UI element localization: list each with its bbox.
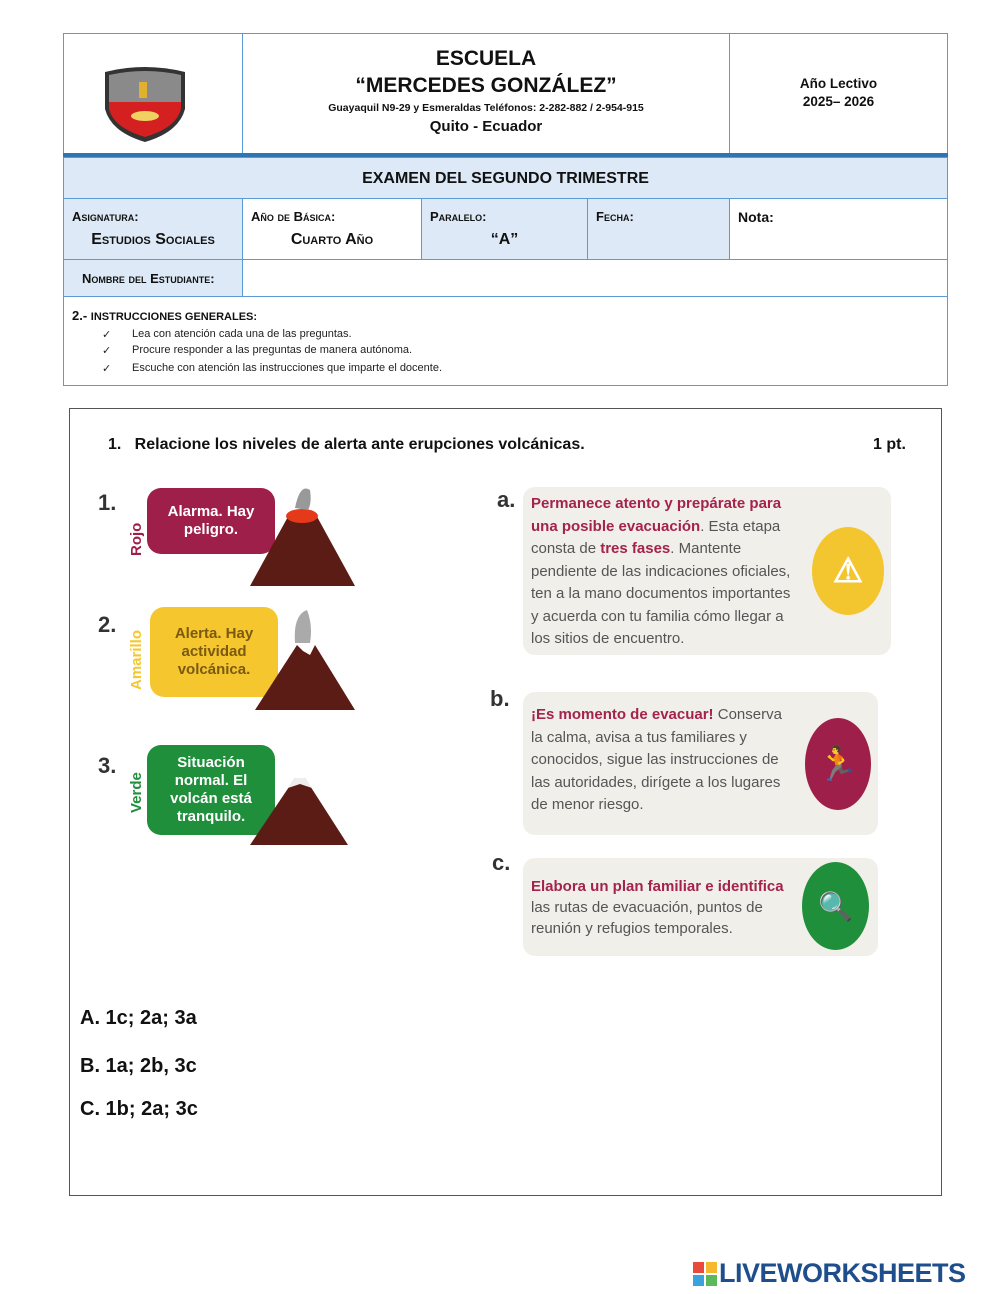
grade-label: Año de Básica: (251, 209, 336, 224)
answer-option-a[interactable]: A. 1c; 2a; 3a (80, 1007, 197, 1029)
warning-icon: ⚠ (812, 527, 884, 615)
instructions-heading (72, 308, 257, 323)
date-field[interactable] (587, 198, 730, 260)
school-name: “MERCEDES GONZÁLEZ” (355, 74, 617, 97)
section-cell (421, 198, 588, 260)
action-letter: a. (497, 487, 516, 512)
action-highlight: ¡Es momento de evacuar! (531, 706, 714, 723)
action-letter: b. (490, 686, 510, 711)
level-color-label: Rojo (128, 522, 145, 556)
year-value: 2025– 2026 (802, 94, 875, 109)
action-text: . Esta etapa consta de (531, 517, 781, 557)
action-highlight: tres fases (600, 540, 671, 557)
action-text: Conserva la calma, avisa a tus familiares y conocidos, sigue las instrucciones de las autoridades, dirígete a los lugares de menor riesgo. (531, 706, 782, 813)
checkmark-icon: ✓ (102, 345, 112, 357)
instructions-number: 2.- (72, 308, 88, 323)
student-name-label-cell (63, 259, 243, 297)
grade-note-field[interactable] (729, 198, 948, 260)
document-search-icon: 🔍 (802, 862, 869, 950)
level-color-label: Amarillo (128, 629, 145, 690)
school-city: Quito - Ecuador (429, 118, 543, 135)
date-label: Fecha: (596, 209, 634, 224)
grade-value: Cuarto Año (290, 231, 374, 248)
checkmark-icon: ✓ (102, 363, 112, 375)
alert-card-yellow: Alerta. Hay actividad volcánica. (150, 607, 278, 697)
action-highlight: Elabora un plan familiar e identifica (531, 878, 784, 895)
volcano-calm-icon (250, 770, 348, 845)
volcano-erupting-icon (250, 478, 355, 586)
exit-runner-icon: 🏃 (805, 718, 871, 810)
alert-card-green: Situación normal. El volcán está tranquilo. (147, 745, 275, 835)
subject-value: Estudios Sociales (91, 231, 215, 248)
question-text: 1. Relacione los niveles de alerta ante erupciones volcánicas. (108, 436, 585, 453)
school-word: ESCUELA (435, 47, 537, 70)
level-number: 2. (98, 612, 117, 637)
subject-cell (63, 198, 243, 260)
level-number: 1. (98, 490, 117, 515)
instruction-text: Escuche con atención las instrucciones que imparte el docente. (132, 362, 443, 374)
volcano-smoking-icon (255, 605, 355, 710)
school-year-cell (729, 33, 948, 156)
level-color-label: Verde (128, 772, 145, 813)
logo-cell (63, 33, 243, 156)
checkmark-icon: ✓ (102, 329, 112, 341)
year-label: Año Lectivo (799, 76, 878, 91)
action-text: las rutas de evacuación, puntos de reunión y refugios temporales. (531, 899, 763, 937)
student-name-label: Nombre del Estudiante: (82, 271, 215, 286)
exam-title: EXAMEN DEL SEGUNDO TRIMESTRE (63, 157, 948, 199)
question-points: 1 pt. (873, 436, 906, 453)
instruction-text: Procure responder a las preguntas de manera autónoma. (132, 344, 413, 356)
school-address: Guayaquil N9-29 y Esmeraldas Teléfonos: 2-282-882 / 2-954-915 (328, 102, 644, 114)
answer-option-b[interactable]: B. 1a; 2b, 3c (80, 1055, 197, 1077)
school-logo (99, 64, 191, 144)
liveworksheets-logo-icon (693, 1262, 717, 1286)
student-name-field[interactable] (242, 259, 948, 297)
alert-card-red: Alarma. Hay peligro. (147, 488, 275, 554)
instruction-text: Lea con atención cada una de las preguntas. (132, 328, 352, 340)
action-letter: c. (492, 850, 511, 875)
grade-cell (242, 198, 422, 260)
liveworksheets-logo (693, 1258, 966, 1289)
action-highlight: Permanece atento y prepárate para una posible evacuación (531, 495, 782, 535)
instructions-title: INSTRUCCIONES GENERALES: (90, 311, 258, 323)
section-value: “A” (490, 231, 519, 248)
section-label: Paralelo: (430, 209, 487, 224)
subject-label: Asignatura: (72, 209, 139, 224)
liveworksheets-brand: LIVEWORKSHEETS (719, 1258, 966, 1288)
school-header-cell (242, 33, 730, 156)
level-number: 3. (98, 753, 117, 778)
grade-note-label: Nota: (738, 209, 774, 225)
answer-option-c[interactable]: C. 1b; 2a; 3c (80, 1098, 198, 1120)
instructions-box (63, 296, 948, 386)
action-text: . Mantente pendiente de las indicaciones oficiales, ten a la mano documentos importantes y acuerda con tu familia cómo llegar a los sitios de encuentro. (531, 540, 791, 647)
